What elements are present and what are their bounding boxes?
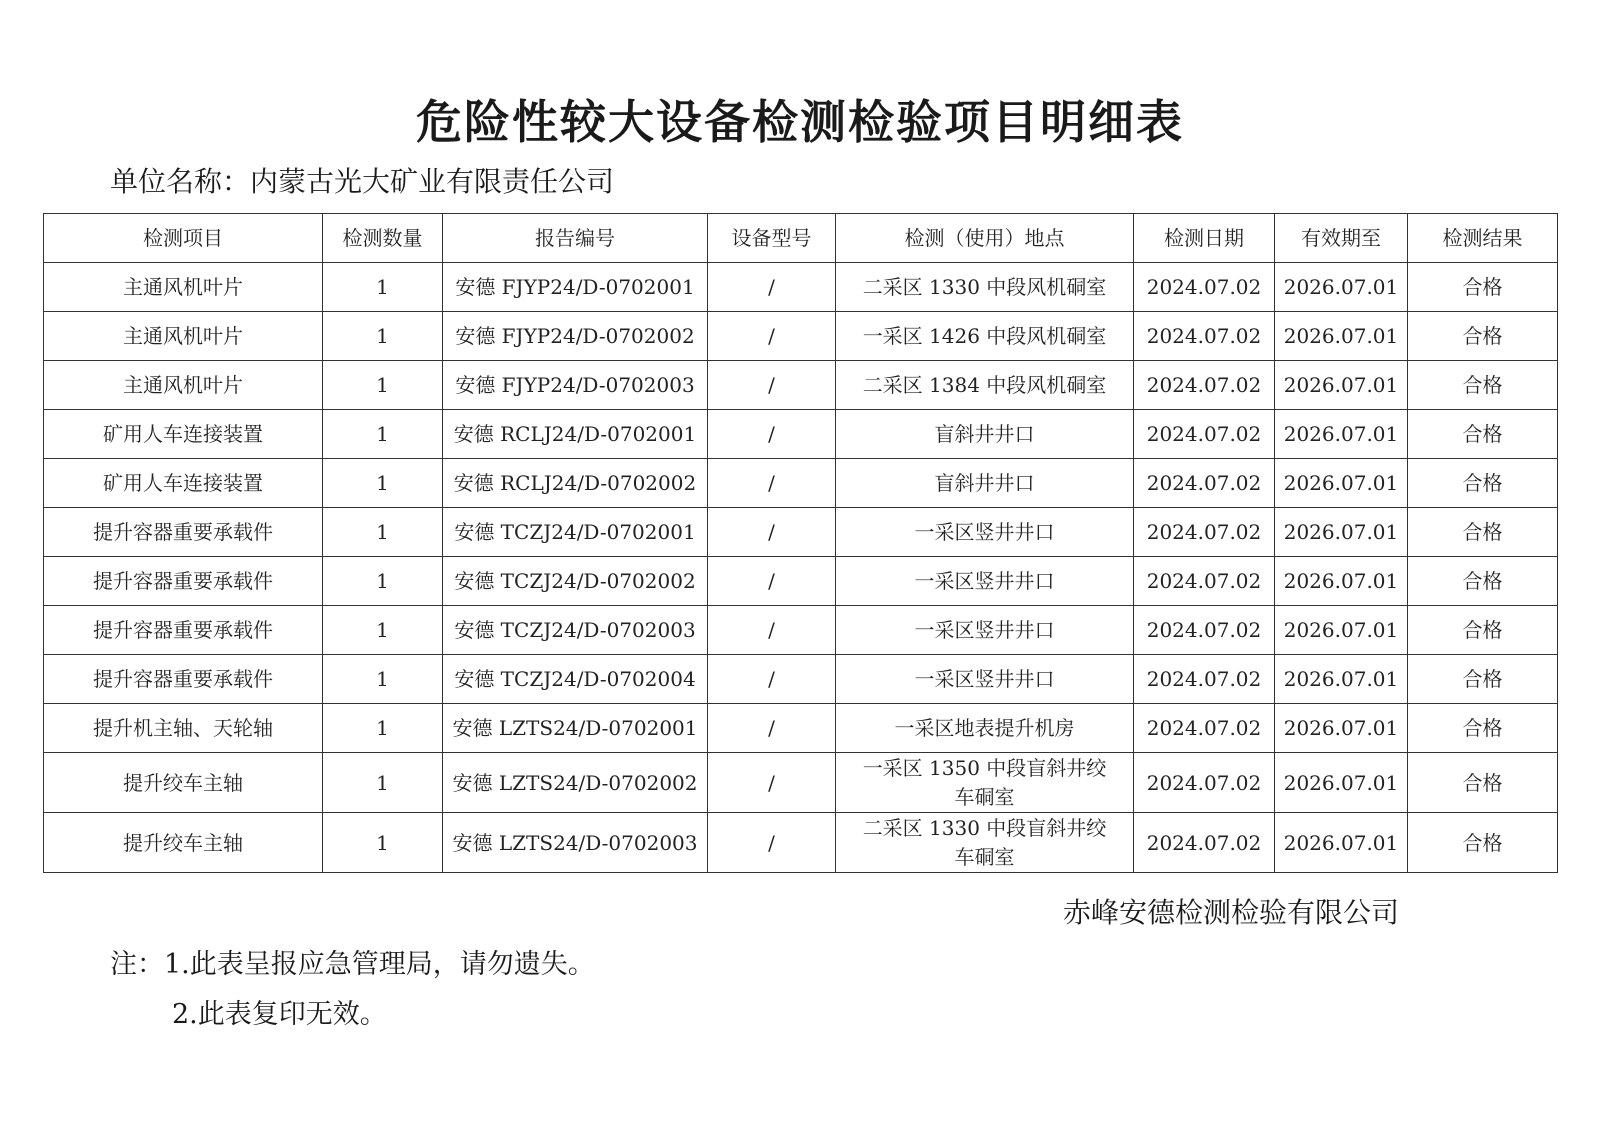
cell-location: 一采区 1350 中段盲斜井绞车硐室 [836,753,1134,813]
cell-valid-until: 2026.07.01 [1275,813,1408,873]
cell-model: / [708,361,836,410]
table-row [44,704,1558,753]
cell-report-no: 安德 FJYP24/D-0702003 [443,361,708,410]
table-row [44,508,1558,557]
cell-report-no: 安德 FJYP24/D-0702001 [443,263,708,312]
note-1: 注：1.此表呈报应急管理局，请勿遗失。 [110,949,595,980]
cell-location: 盲斜井井口 [836,459,1134,508]
cell-location: 一采区竖井井口 [836,606,1134,655]
cell-valid-until: 2026.07.01 [1275,606,1408,655]
cell-model: / [708,459,836,508]
cell-valid-until: 2026.07.01 [1275,361,1408,410]
cell-test-date: 2024.07.02 [1134,361,1275,410]
table-row [44,606,1558,655]
cell-item: 提升绞车主轴 [44,753,323,813]
cell-model: / [708,655,836,704]
cell-valid-until: 2026.07.01 [1275,263,1408,312]
cell-valid-until: 2026.07.01 [1275,704,1408,753]
issuer-company: 赤峰安德检测检验有限公司 [1063,896,1400,929]
header-cell: 检测结果 [1408,214,1558,263]
cell-test-date: 2024.07.02 [1134,508,1275,557]
cell-test-date: 2024.07.02 [1134,655,1275,704]
cell-model: / [708,813,836,873]
table-row [44,655,1558,704]
cell-quantity: 1 [323,655,443,704]
cell-model: / [708,312,836,361]
header-cell: 检测项目 [44,214,323,263]
cell-result: 合格 [1408,410,1558,459]
cell-report-no: 安德 TCZJ24/D-0702001 [443,508,708,557]
table-row [44,557,1558,606]
cell-result: 合格 [1408,361,1558,410]
cell-result: 合格 [1408,606,1558,655]
cell-quantity: 1 [323,704,443,753]
cell-valid-until: 2026.07.01 [1275,655,1408,704]
cell-item: 提升机主轴、天轮轴 [44,704,323,753]
cell-model: / [708,410,836,459]
cell-result: 合格 [1408,557,1558,606]
cell-report-no: 安德 TCZJ24/D-0702002 [443,557,708,606]
cell-item: 矿用人车连接装置 [44,410,323,459]
cell-valid-until: 2026.07.01 [1275,459,1408,508]
header-cell: 报告编号 [443,214,708,263]
table-row [44,312,1558,361]
cell-model: / [708,263,836,312]
cell-location: 一采区 1426 中段风机硐室 [836,312,1134,361]
note-2: 2.此表复印无效。 [172,999,387,1030]
cell-model: / [708,704,836,753]
cell-location: 盲斜井井口 [836,410,1134,459]
cell-item: 提升容器重要承载件 [44,606,323,655]
cell-test-date: 2024.07.02 [1134,704,1275,753]
cell-quantity: 1 [323,410,443,459]
cell-valid-until: 2026.07.01 [1275,557,1408,606]
cell-quantity: 1 [323,813,443,873]
cell-location: 二采区 1384 中段风机硐室 [836,361,1134,410]
cell-quantity: 1 [323,606,443,655]
cell-result: 合格 [1408,704,1558,753]
cell-result: 合格 [1408,312,1558,361]
cell-location: 二采区 1330 中段风机硐室 [836,263,1134,312]
cell-model: / [708,753,836,813]
table-row [44,410,1558,459]
header-cell: 检测（使用）地点 [836,214,1134,263]
header-cell: 设备型号 [708,214,836,263]
table-header-row [44,214,1558,263]
cell-test-date: 2024.07.02 [1134,813,1275,873]
cell-location: 一采区竖井井口 [836,655,1134,704]
cell-quantity: 1 [323,361,443,410]
cell-item: 提升绞车主轴 [44,813,323,873]
cell-location: 一采区竖井井口 [836,508,1134,557]
cell-report-no: 安德 LZTS24/D-0702001 [443,704,708,753]
cell-result: 合格 [1408,753,1558,813]
cell-item: 主通风机叶片 [44,263,323,312]
cell-quantity: 1 [323,312,443,361]
cell-model: / [708,508,836,557]
cell-location: 一采区地表提升机房 [836,704,1134,753]
cell-quantity: 1 [323,263,443,312]
cell-model: / [708,557,836,606]
unit-name-line: 单位名称：内蒙古光大矿业有限责任公司 [110,165,615,198]
cell-report-no: 安德 RCLJ24/D-0702002 [443,459,708,508]
cell-report-no: 安德 FJYP24/D-0702002 [443,312,708,361]
cell-item: 主通风机叶片 [44,361,323,410]
cell-location: 一采区竖井井口 [836,557,1134,606]
cell-valid-until: 2026.07.01 [1275,410,1408,459]
cell-quantity: 1 [323,753,443,813]
cell-test-date: 2024.07.02 [1134,557,1275,606]
cell-valid-until: 2026.07.01 [1275,508,1408,557]
cell-test-date: 2024.07.02 [1134,312,1275,361]
cell-model: / [708,606,836,655]
cell-result: 合格 [1408,655,1558,704]
cell-test-date: 2024.07.02 [1134,606,1275,655]
cell-item: 提升容器重要承载件 [44,508,323,557]
cell-result: 合格 [1408,459,1558,508]
cell-report-no: 安德 LZTS24/D-0702003 [443,813,708,873]
cell-report-no: 安德 TCZJ24/D-0702004 [443,655,708,704]
inspection-table [43,213,1558,873]
cell-test-date: 2024.07.02 [1134,263,1275,312]
cell-test-date: 2024.07.02 [1134,459,1275,508]
cell-report-no: 安德 RCLJ24/D-0702001 [443,410,708,459]
cell-test-date: 2024.07.02 [1134,410,1275,459]
cell-item: 提升容器重要承载件 [44,557,323,606]
cell-result: 合格 [1408,508,1558,557]
document-title: 危险性较大设备检测检验项目明细表 [416,95,1184,149]
header-cell: 检测数量 [323,214,443,263]
table-row [44,459,1558,508]
cell-result: 合格 [1408,263,1558,312]
header-cell: 检测日期 [1134,214,1275,263]
cell-test-date: 2024.07.02 [1134,753,1275,813]
table-row [44,753,1558,813]
cell-valid-until: 2026.07.01 [1275,312,1408,361]
cell-quantity: 1 [323,508,443,557]
cell-valid-until: 2026.07.01 [1275,753,1408,813]
cell-item: 主通风机叶片 [44,312,323,361]
cell-quantity: 1 [323,459,443,508]
cell-report-no: 安德 TCZJ24/D-0702003 [443,606,708,655]
header-cell: 有效期至 [1275,214,1408,263]
table-row [44,263,1558,312]
cell-report-no: 安德 LZTS24/D-0702002 [443,753,708,813]
cell-item: 提升容器重要承载件 [44,655,323,704]
cell-quantity: 1 [323,557,443,606]
cell-location: 二采区 1330 中段盲斜井绞车硐室 [836,813,1134,873]
table-row [44,813,1558,873]
cell-result: 合格 [1408,813,1558,873]
table-row [44,361,1558,410]
cell-item: 矿用人车连接装置 [44,459,323,508]
